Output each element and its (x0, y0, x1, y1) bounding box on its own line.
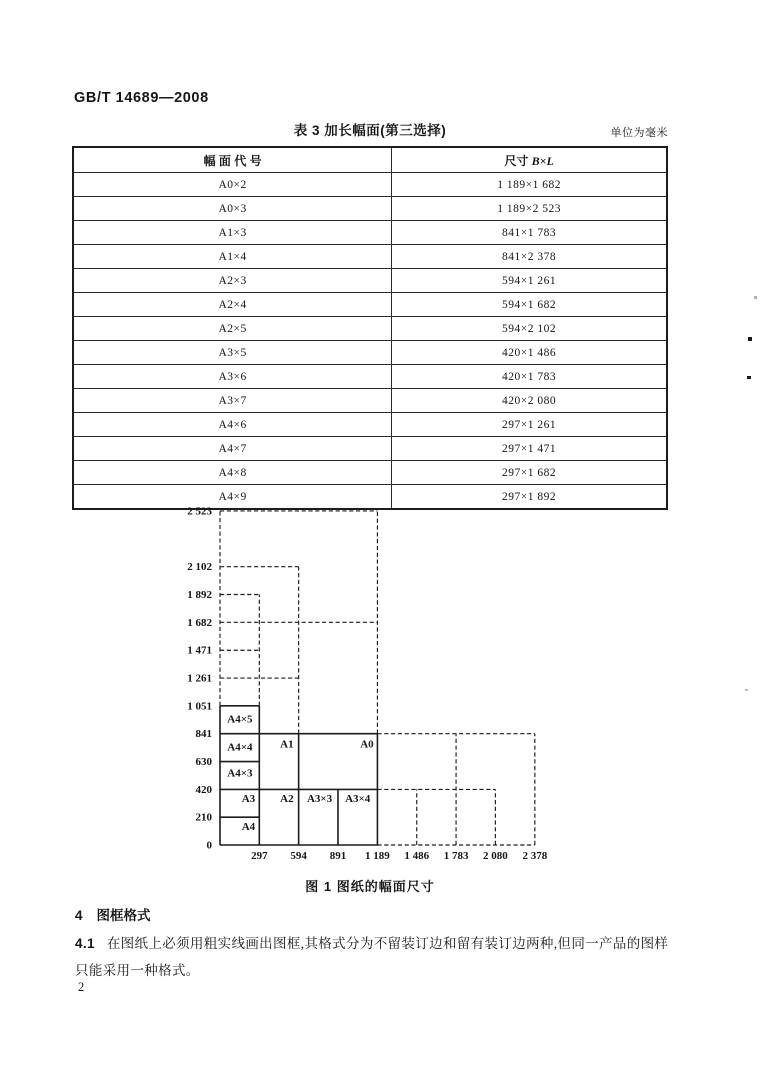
format-code-cell: A2×3 (73, 269, 392, 293)
format-code-cell: A4×7 (73, 437, 392, 461)
svg-text:2 080: 2 080 (483, 850, 508, 862)
table-row (73, 461, 667, 485)
figure-canvas (175, 500, 567, 874)
svg-text:1 682: 1 682 (187, 616, 212, 629)
scan-speck (754, 296, 757, 299)
page-number: 2 (78, 980, 85, 994)
clause-text-1: 在图纸上必须用粗实线画出图框,其格式分为不留装订边和留有装订边两种,但同一产品的图样 (106, 936, 669, 951)
table-row (73, 317, 667, 341)
format-size-cell: 594×1 261 (392, 269, 667, 293)
table-row (73, 413, 667, 437)
svg-text:594: 594 (290, 850, 307, 862)
format-size-cell: 1 189×2 523 (392, 197, 667, 221)
size-header-cn: 尺寸 (504, 153, 532, 168)
format-code-cell: A4×9 (73, 485, 392, 510)
clause-line-1 (75, 930, 735, 957)
format-size-cell: 420×2 080 (392, 389, 667, 413)
format-code-cell: A0×3 (73, 197, 392, 221)
table-row (73, 221, 667, 245)
section-title: 图框格式 (96, 908, 151, 923)
table-row (73, 389, 667, 413)
table-row (73, 269, 667, 293)
svg-text:841: 841 (195, 728, 212, 741)
svg-text:A1: A1 (280, 738, 294, 751)
format-size-cell: 420×1 486 (392, 341, 667, 365)
table-row (73, 293, 667, 317)
format-code-cell: A2×5 (73, 317, 392, 341)
table-row (73, 365, 667, 389)
doc-number: GB/T 14689—2008 (74, 90, 209, 106)
format-code-cell: A1×4 (73, 245, 392, 269)
svg-text:297: 297 (251, 850, 268, 862)
scan-speck (748, 337, 752, 341)
clause-number: 4.1 (75, 936, 95, 951)
unit-note: 单位为毫米 (610, 127, 668, 139)
section-number: 4 (75, 908, 83, 923)
format-size-cell: 841×2 378 (392, 245, 667, 269)
scan-speck (747, 376, 751, 379)
svg-text:A4×3: A4×3 (227, 767, 253, 780)
section-heading (75, 904, 151, 924)
svg-text:420: 420 (195, 783, 212, 796)
svg-text:2 378: 2 378 (522, 850, 548, 862)
svg-text:A3×3: A3×3 (306, 792, 333, 805)
table-header-row (73, 147, 667, 173)
svg-text:A4×4: A4×4 (227, 741, 253, 754)
format-code-cell: A3×6 (73, 365, 392, 389)
svg-text:1 892: 1 892 (187, 588, 212, 601)
table-row (73, 173, 667, 197)
svg-text:2 102: 2 102 (187, 561, 212, 574)
svg-text:A2: A2 (280, 792, 294, 805)
format-table (72, 146, 668, 510)
format-code-cell: A2×4 (73, 293, 392, 317)
clause-line-2: 只能采用一种格式。 (75, 963, 200, 978)
svg-text:630: 630 (195, 756, 212, 769)
format-code-cell: A0×2 (73, 173, 392, 197)
svg-text:A0: A0 (360, 738, 374, 751)
table-row (73, 245, 667, 269)
svg-text:891: 891 (329, 850, 347, 862)
scan-speck (745, 689, 748, 691)
column-header-format-code: 幅 面 代 号 (73, 147, 392, 173)
format-code-cell: A4×8 (73, 461, 392, 485)
svg-text:A4×5: A4×5 (227, 713, 253, 726)
format-size-cell: 297×1 892 (392, 485, 667, 510)
table-row (73, 437, 667, 461)
svg-text:2 523: 2 523 (187, 505, 212, 518)
format-size-cell: 594×1 682 (392, 293, 667, 317)
svg-text:210: 210 (195, 811, 212, 824)
svg-text:A3×4: A3×4 (345, 792, 371, 805)
format-table-body (73, 173, 667, 510)
svg-text:0: 0 (206, 839, 212, 852)
format-size-cell: 297×1 471 (392, 437, 667, 461)
format-code-cell: A4×6 (73, 413, 392, 437)
svg-text:A4: A4 (241, 820, 256, 833)
table-title: 表 3 加长幅面(第三选择) (293, 123, 447, 138)
format-size-cell: 297×1 682 (392, 461, 667, 485)
format-size-cell: 297×1 261 (392, 413, 667, 437)
svg-text:1 783: 1 783 (443, 850, 469, 862)
format-code-cell: A3×7 (73, 389, 392, 413)
format-size-cell: 1 189×1 682 (392, 173, 667, 197)
format-code-cell: A3×5 (73, 341, 392, 365)
figure-caption: 图 1 图纸的幅面尺寸 (305, 879, 435, 894)
format-code-cell: A1×3 (73, 221, 392, 245)
format-size-cell: 841×1 783 (392, 221, 667, 245)
svg-text:1 261: 1 261 (187, 672, 212, 685)
format-size-cell: 420×1 783 (392, 365, 667, 389)
svg-text:1 189: 1 189 (365, 850, 390, 862)
column-header-size (392, 147, 667, 173)
format-size-cell: 594×2 102 (392, 317, 667, 341)
svg-text:1 051: 1 051 (187, 700, 212, 713)
size-header-math: B×L (531, 153, 554, 168)
table-row (73, 341, 667, 365)
svg-text:A3: A3 (241, 792, 256, 805)
svg-text:1 486: 1 486 (404, 850, 430, 862)
table-row (73, 197, 667, 221)
clause-paragraph (75, 930, 735, 984)
svg-text:1 471: 1 471 (187, 644, 212, 657)
